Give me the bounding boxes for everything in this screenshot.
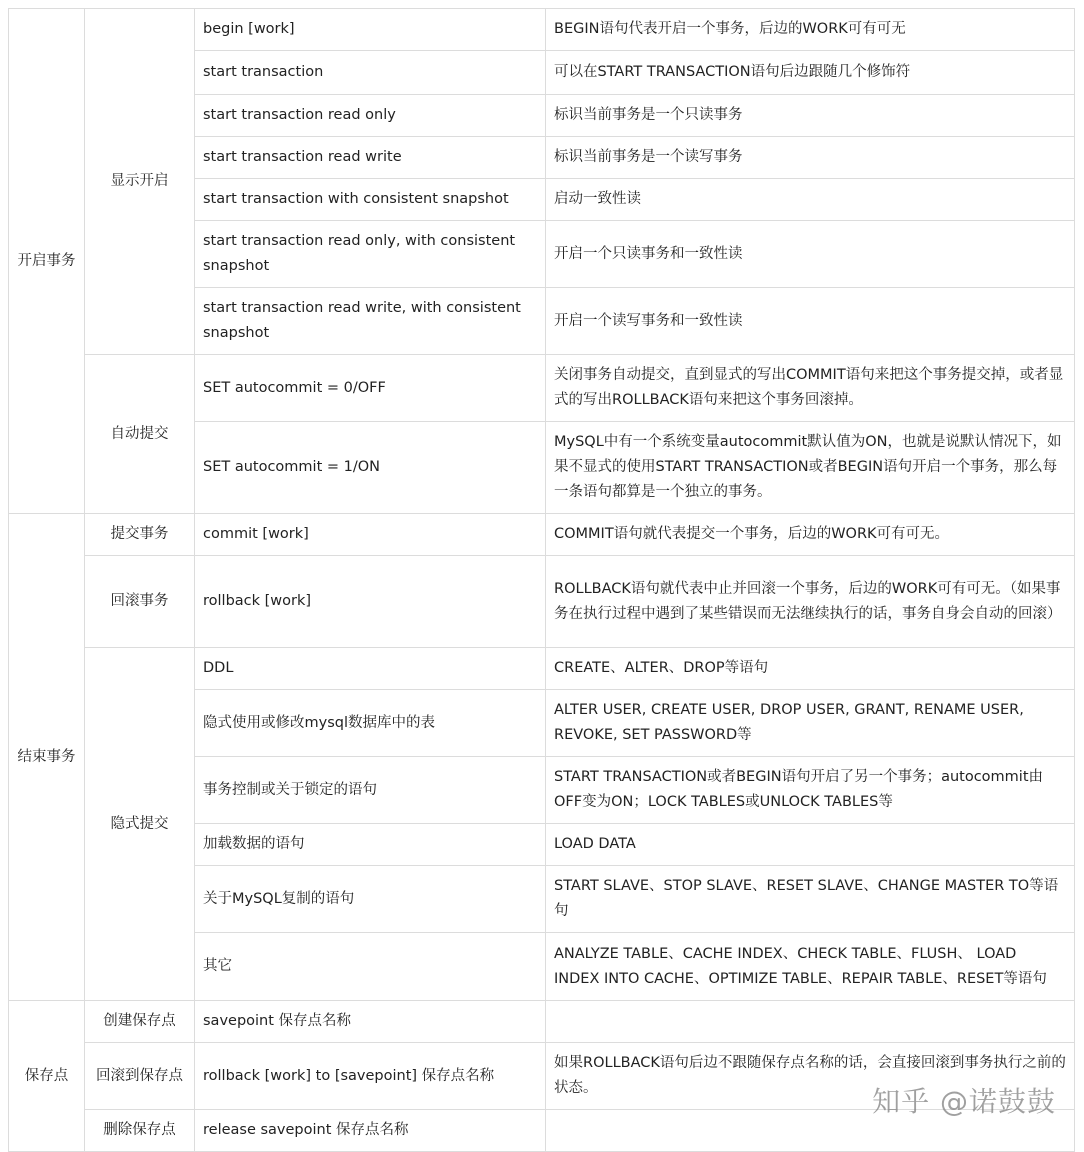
statement-cell: commit [work] [195,514,546,556]
description-cell: START SLAVE、STOP SLAVE、RESET SLAVE、CHANGE MASTER TO等语句 [546,866,1075,933]
subgroup-cell-rollback-to-savepoint: 回滚到保存点 [85,1043,195,1110]
group-cell-end-transaction: 结束事务 [9,514,85,1001]
statement-cell: start transaction read write, with consistent snapshot [195,288,546,355]
table-row [9,1043,1075,1110]
statement-cell: SET autocommit = 0/OFF [195,355,546,422]
transaction-statements-table [8,8,1075,1152]
description-cell: COMMIT语句就代表提交一个事务，后边的WORK可有可无。 [546,514,1075,556]
description-cell: 开启一个只读事务和一致性读 [546,221,1075,288]
subgroup-cell-autocommit: 自动提交 [85,355,195,514]
table-row [9,514,1075,556]
description-cell: 如果ROLLBACK语句后边不跟随保存点名称的话，会直接回滚到事务执行之前的状态。 [546,1043,1075,1110]
subgroup-cell-delete-savepoint: 删除保存点 [85,1110,195,1152]
description-cell: 关闭事务自动提交，直到显式的写出COMMIT语句来把这个事务提交掉，或者显式的写出ROLLBACK语句来把这个事务回滚掉。 [546,355,1075,422]
subgroup-cell-explicit-start: 显示开启 [85,9,195,355]
description-cell: MySQL中有一个系统变量autocommit默认值为ON，也就是说默认情况下，如果不显式的使用START TRANSACTION或者BEGIN语句开启一个事务，那么每一条语句都算是一个独立的事务。 [546,422,1075,514]
description-cell [546,1001,1075,1043]
description-cell: 可以在START TRANSACTION语句后边跟随几个修饰符 [546,51,1075,95]
subgroup-cell-rollback: 回滚事务 [85,556,195,648]
subgroup-cell-implicit-commit: 隐式提交 [85,648,195,1001]
description-cell: 启动一致性读 [546,179,1075,221]
description-cell: START TRANSACTION或者BEGIN语句开启了另一个事务；autocommit由OFF变为ON；LOCK TABLES或UNLOCK TABLES等 [546,757,1075,824]
description-cell: CREATE、ALTER、DROP等语句 [546,648,1075,690]
description-cell: BEGIN语句代表开启一个事务，后边的WORK可有可无 [546,9,1075,51]
table-row [9,9,1075,51]
statement-cell: release savepoint 保存点名称 [195,1110,546,1152]
description-cell: ROLLBACK语句就代表中止并回滚一个事务，后边的WORK可有可无。（如果事务在执行过程中遇到了某些错误而无法继续执行的话，事务自身会自动的回滚） [546,556,1075,648]
description-cell: 标识当前事务是一个只读事务 [546,95,1075,137]
description-cell: 标识当前事务是一个读写事务 [546,137,1075,179]
statement-cell: 关于MySQL复制的语句 [195,866,546,933]
subgroup-cell-create-savepoint: 创建保存点 [85,1001,195,1043]
statement-cell: start transaction read write [195,137,546,179]
group-cell-begin-transaction: 开启事务 [9,9,85,514]
statement-cell: 事务控制或关于锁定的语句 [195,757,546,824]
table-row [9,556,1075,648]
description-cell [546,1110,1075,1152]
statement-cell: rollback [work] [195,556,546,648]
statement-cell: 隐式使用或修改mysql数据库中的表 [195,690,546,757]
zhihu-watermark: 知乎 @诺鼓鼓 [872,1085,1056,1118]
statement-cell: DDL [195,648,546,690]
statement-cell: rollback [work] to [savepoint] 保存点名称 [195,1043,546,1110]
table-row [9,1110,1075,1152]
statement-cell: start transaction with consistent snapshot [195,179,546,221]
transaction-table-container [8,8,1074,1152]
description-cell: ALTER USER, CREATE USER, DROP USER, GRANT, RENAME USER, REVOKE, SET PASSWORD等 [546,690,1075,757]
description-cell: 开启一个读写事务和一致性读 [546,288,1075,355]
table-row [9,355,1075,422]
statement-cell: savepoint 保存点名称 [195,1001,546,1043]
statement-cell: 加载数据的语句 [195,824,546,866]
statement-cell: 其它 [195,933,546,1001]
statement-cell: begin [work] [195,9,546,51]
table-row [9,1001,1075,1043]
statement-cell: start transaction read only, with consistent snapshot [195,221,546,288]
statement-cell: start transaction read only [195,95,546,137]
statement-cell: SET autocommit = 1/ON [195,422,546,514]
group-cell-savepoint: 保存点 [9,1001,85,1152]
statement-cell: start transaction [195,51,546,95]
description-cell: ANALYZE TABLE、CACHE INDEX、CHECK TABLE、FLUSH、 LOAD INDEX INTO CACHE、OPTIMIZE TABLE、REPAIR TABLE、RESET等语句 [546,933,1075,1001]
table-row [9,648,1075,690]
subgroup-cell-commit: 提交事务 [85,514,195,556]
description-cell: LOAD DATA [546,824,1075,866]
